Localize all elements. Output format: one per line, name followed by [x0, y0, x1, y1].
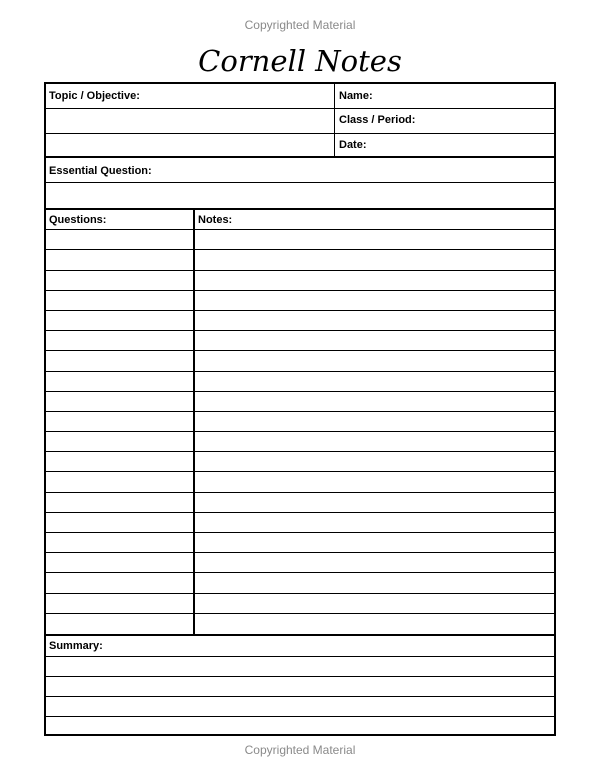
summary-rule-line — [46, 656, 554, 657]
essential-question-line — [46, 182, 554, 183]
summary-rule-line — [46, 716, 554, 717]
notes-rule-line — [46, 270, 554, 271]
date-label: Date: — [339, 139, 367, 151]
notes-rule-line — [46, 431, 554, 432]
notes-rule-line — [46, 552, 554, 553]
cornell-notes-form — [44, 82, 556, 736]
copyright-watermark-bottom: Copyrighted Material — [244, 743, 356, 757]
notes-column-field[interactable] — [196, 210, 554, 634]
summary-field[interactable] — [46, 636, 554, 734]
notes-rule-line — [46, 471, 554, 472]
class-period-field[interactable] — [335, 108, 554, 133]
notes-rule-line — [46, 290, 554, 291]
notes-rule-line — [46, 613, 554, 614]
questions-column-field[interactable] — [46, 210, 193, 634]
notes-rule-line — [46, 572, 554, 573]
notes-rule-line — [46, 350, 554, 351]
notes-rule-line — [46, 411, 554, 412]
summary-label: Summary: — [49, 640, 103, 652]
header-row-line — [46, 108, 554, 109]
notes-rule-line — [46, 492, 554, 493]
notes-rule-line — [46, 310, 554, 311]
essential-question-label: Essential Question: — [49, 165, 152, 177]
notes-rule-line — [46, 532, 554, 533]
essential-question-field[interactable] — [46, 158, 554, 208]
summary-rule-line — [46, 676, 554, 677]
notes-rule-line — [46, 593, 554, 594]
page-title: Cornell Notes — [198, 44, 402, 78]
copyright-watermark-top: Copyrighted Material — [244, 18, 356, 32]
notes-rule-line — [46, 371, 554, 372]
name-label: Name: — [339, 90, 373, 102]
notes-column-label: Notes: — [198, 214, 233, 226]
topic-objective-label: Topic / Objective: — [49, 90, 140, 102]
topic-objective-field[interactable] — [46, 84, 334, 156]
notes-rule-line — [46, 512, 554, 513]
column-divider — [193, 208, 195, 635]
date-field[interactable] — [335, 133, 554, 157]
name-field[interactable] — [335, 84, 554, 108]
notes-rule-line — [46, 249, 554, 250]
header-row-line — [46, 133, 554, 134]
summary-rule-line — [46, 696, 554, 697]
notes-rule-line — [46, 391, 554, 392]
questions-column-label: Questions: — [49, 214, 107, 226]
notes-rule-line — [46, 330, 554, 331]
notes-rule-line — [46, 229, 554, 230]
class-period-label: Class / Period: — [339, 114, 416, 126]
notes-rule-line — [46, 451, 554, 452]
